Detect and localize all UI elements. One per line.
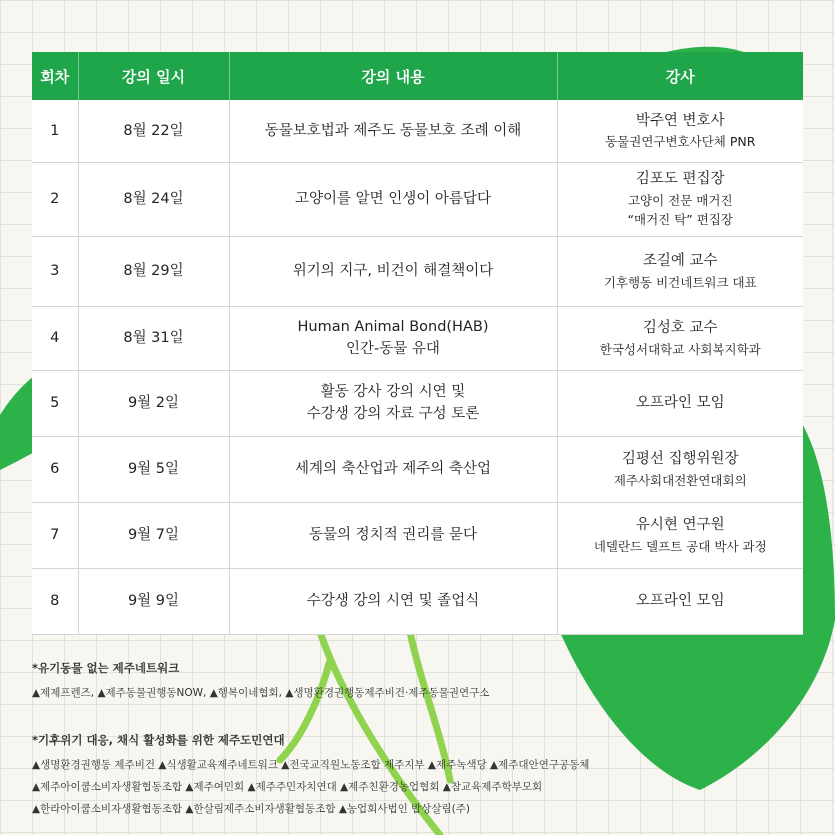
network-note (32, 660, 489, 704)
lecturer-affiliation: 동물권연구변호사단체 PNR (605, 134, 756, 150)
lecture-date: 9월 7일 (127, 526, 180, 543)
content-cell (229, 370, 557, 436)
header-session: 회차 (32, 52, 78, 100)
lecturer-cell (557, 306, 803, 370)
session-number-cell (32, 306, 78, 370)
table-header-row (32, 52, 803, 100)
session-number: 3 (50, 262, 60, 279)
date-cell (78, 236, 229, 306)
note-line: ▲한라아이쿱소비자생활협동조합 ▲한살림제주소비자생활협동조합 ▲농업회사법인 밥상살림(주) (32, 803, 471, 815)
date-cell (78, 502, 229, 568)
lecturer-cell (557, 162, 803, 236)
lecture-date: 9월 2일 (127, 394, 180, 411)
lecture-content: 수강생 강의 시연 및 졸업식 (306, 592, 480, 609)
table-row (32, 162, 803, 236)
content-cell (229, 502, 557, 568)
lecture-date: 9월 9일 (127, 592, 180, 609)
date-cell (78, 162, 229, 236)
lecturer-affiliation: 한국성서대학교 사회복지학과 (599, 341, 761, 357)
lecture-date: 8월 29일 (123, 262, 184, 279)
date-cell (78, 370, 229, 436)
content-cell (229, 236, 557, 306)
date-cell (78, 306, 229, 370)
session-number-cell (32, 568, 78, 634)
lecturer-affiliation: 고양이 전문 매거진 (627, 192, 733, 208)
note-line: ▲생명환경권행동 제주비건 ▲식생활교육제주네트워크 ▲전국교직원노동조합 제주지부 ▲제주녹색당 ▲제주대안연구공동체 (32, 759, 590, 771)
lecture-date: 8월 31일 (123, 329, 184, 346)
lecturer-name: 김성호 교수 (642, 320, 718, 337)
lecturer-name: 김평선 집행위원장 (621, 451, 739, 468)
date-cell (78, 100, 229, 162)
lecturer-name: 오프라인 모임 (635, 394, 725, 411)
lecture-content: 위기의 지구, 비건이 해결책이다 (292, 262, 494, 279)
lecture-date: 8월 22일 (123, 122, 184, 139)
session-number-cell (32, 502, 78, 568)
table-row (32, 568, 803, 634)
note-line: ▲제주아이쿱소비자생활협동조합 ▲제주여민회 ▲제주주민자치연대 ▲제주친환경농업협회 ▲참교육제주학부모회 (32, 781, 543, 793)
lecturer-affiliation: 기후행동 비건네트워크 대표 (603, 274, 757, 290)
lecturer-cell (557, 370, 803, 436)
lecturer-cell (557, 436, 803, 502)
lecturer-name: 박주연 변호사 (635, 112, 725, 129)
session-number: 5 (50, 394, 60, 411)
header-content: 강의 내용 (229, 52, 557, 100)
lecture-date: 8월 24일 (123, 190, 184, 207)
lecture-content: 활동 강사 강의 시연 및 (320, 383, 466, 400)
content-cell (229, 162, 557, 236)
session-number-cell (32, 100, 78, 162)
lecture-content: 수강생 강의 자료 구성 토론 (306, 406, 480, 422)
session-number-cell (32, 436, 78, 502)
lecturer-cell (557, 568, 803, 634)
session-number: 6 (50, 460, 60, 477)
table-row (32, 502, 803, 568)
table-row (32, 236, 803, 306)
date-cell (78, 436, 229, 502)
lecturer-cell (557, 100, 803, 162)
header-date: 강의 일시 (78, 52, 229, 100)
table-row (32, 100, 803, 162)
table-row (32, 306, 803, 370)
lecturer-affiliation: “매거진 탁” 편집장 (627, 212, 733, 228)
session-number: 7 (50, 526, 60, 543)
lecturer-cell (557, 236, 803, 306)
session-number: 8 (50, 592, 60, 609)
lecture-content: Human Animal Bond(HAB) (297, 318, 489, 335)
lecturer-name: 오프라인 모임 (635, 592, 725, 609)
lecturer-cell (557, 502, 803, 568)
lecturer-name: 김포도 편집장 (635, 171, 725, 188)
lecturer-name: 조길예 교수 (642, 253, 718, 270)
lecture-content: 동물보호법과 제주도 동물보호 조례 이해 (264, 122, 522, 139)
content-cell (229, 100, 557, 162)
note-heading: *유기동물 없는 제주네트워크 (32, 661, 180, 675)
lecture-content: 세계의 축산업과 제주의 축산업 (295, 460, 491, 477)
note-line: ▲제제프렌즈, ▲제주동물권행동NOW, ▲행복이네협회, ▲생명환경권행동제주비건·제주동물권연구소 (32, 687, 490, 699)
session-number: 1 (50, 122, 60, 139)
table-row (32, 436, 803, 502)
alliance-note (32, 732, 589, 820)
session-number-cell (32, 162, 78, 236)
lecturer-affiliation: 제주사회대전환연대회의 (613, 472, 747, 488)
lecture-content: 인간-동물 유대 (346, 341, 440, 357)
table-row (32, 370, 803, 436)
lecture-content: 고양이를 알면 인생이 아름답다 (295, 190, 491, 207)
content-cell (229, 306, 557, 370)
lecturer-name: 유시현 연구원 (635, 517, 725, 534)
session-number: 2 (50, 190, 60, 207)
lecture-date: 9월 5일 (127, 460, 180, 477)
lecture-schedule-table (32, 52, 803, 635)
content-cell (229, 436, 557, 502)
note-heading: *기후위기 대응, 채식 활성화를 위한 제주도민연대 (32, 733, 285, 747)
date-cell (78, 568, 229, 634)
lecture-content: 동물의 정치적 권리를 묻다 (309, 526, 477, 543)
session-number-cell (32, 236, 78, 306)
session-number-cell (32, 370, 78, 436)
header-lecturer: 강사 (557, 52, 803, 100)
content-cell (229, 568, 557, 634)
lecturer-affiliation: 네델란드 델프트 공대 박사 과정 (593, 538, 767, 554)
session-number: 4 (50, 329, 60, 346)
